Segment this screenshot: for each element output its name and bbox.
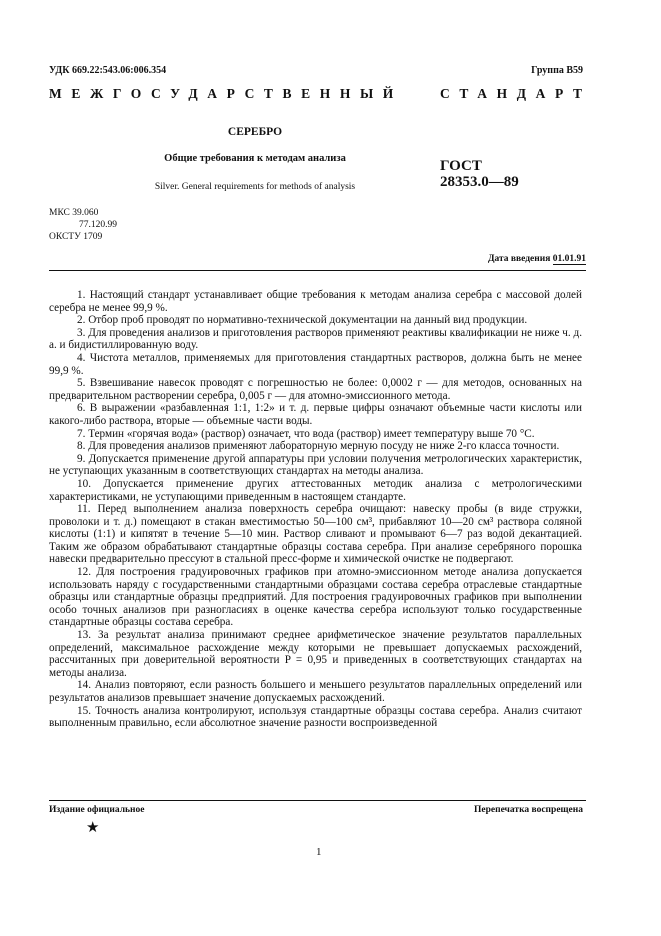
document-title: СЕРЕБРО — [227, 126, 283, 138]
gost-label: ГОСТ — [440, 158, 482, 174]
footer-divider — [49, 800, 586, 801]
paragraph: 10. Допускается применение других аттестованных методик анализа с метрологическими характеристиками, не уступающими приведенным в настоящем стандарте. — [49, 477, 582, 503]
paragraph: 5. Взвешивание навесок проводят с погрешностью не более: 0,0002 г — для методов, основанных на предварительном растворении серебра, 0,005 г — для атомно-эмиссионного метода. — [49, 377, 582, 402]
mks-code-second: 77.120.99 — [79, 220, 117, 230]
paragraph: 7. Термин «горячая вода» (раствор) означает, что вода (раствор) имеет температуру выше 70 °С. — [77, 427, 535, 440]
introduction-date-label: Дата введения — [487, 254, 551, 264]
paragraph: 3. Для проведения анализов и приготовления растворов применяют реактивы квалификации не ниже ч. д. а. и бидистиллированную воду. — [49, 326, 582, 352]
udk-code: УДК 669.22:543.06:006.354 — [49, 65, 167, 76]
oksty-code: ОКСТУ 1709 — [49, 232, 103, 242]
standard-heading: СТАНДАРТ — [440, 86, 592, 101]
introduction-date-value: 01.01.91 — [552, 254, 586, 264]
paragraph: 2. Отбор проб проводят по нормативно-технической документации на данный вид продукции. — [77, 314, 528, 327]
paragraph: 13. За результат анализа принимают среднее арифметическое значение результатов параллельных определений, максимальное расхождение между которыми не превышает допускаемых расхождений, рассчитанных при доверительной вероятности P = 0,95 и приведенных в соответствующих стандартах на методы анализа. — [49, 629, 582, 679]
paragraph: 1. Настоящий стандарт устанавливает общие требования к методам анализа серебра с массовой долей серебра не менее 99,9 %. — [49, 289, 582, 314]
paragraph: 15. Точность анализа контролируют, используя стандартные образцы состава серебра. Анализ считают выполненным правильно, если абсолютное значение разности воспроизведенной — [49, 704, 582, 730]
introduction-date — [488, 254, 586, 264]
interstate-heading: МЕЖГОСУДАРСТВЕННЫЙ — [49, 86, 403, 101]
paragraph: 12. Для построения градуировочных графиков при атомно-эмиссионном методе анализа допускается использовать наряду с государственными стандартными образцами состава серебра отраслевые стандартные образцы или стандартные образцы предприятий. Для построения градуировочных графиков при выполнении особо точных анализов при разногласиях в оценке качества серебра используют только государственные стандартные образцы состава серебра. — [49, 566, 582, 629]
paragraph: 8. Для проведения анализов применяют лабораторную мерную посуду не ниже 2-го класса точности. — [77, 440, 560, 453]
gost-number: 28353.0—89 — [440, 174, 519, 190]
document-body — [49, 289, 582, 730]
star-icon: ★ — [86, 820, 100, 836]
header-divider — [49, 270, 586, 271]
document-subtitle: Общие требования к методам анализа — [164, 153, 346, 164]
paragraph: 9. Допускается применение другой аппаратуры при условии получения метрологических характеристик, не уступающих указанным в соответствующих стандартах на методы анализа. — [49, 452, 582, 478]
paragraph: 6. В выражении «разбавленная 1:1, 1:2» и т. д. первые цифры означают объемные части кислоты или какого-либо раствора, вторые — объемные части воды. — [49, 402, 582, 427]
mks-code: МКС 39.060 — [49, 208, 99, 218]
group-code: Группа В59 — [531, 65, 583, 76]
paragraph: 4. Чистота металлов, применяемых для приготовления стандартных растворов, должна быть не менее 99,9 %. — [49, 351, 582, 377]
official-edition-note: Издание официальное — [49, 805, 145, 815]
document-title-english: Silver. General requirements for methods of analysis — [154, 182, 356, 192]
paragraph: 11. Перед выполнением анализа поверхность серебра очищают: навеску пробы (в виде стружки, проволоки и т. д.) помещают в стакан вместимостью 50—100 см³, прибавляют 10—20 см³ раствора соляной кислоты (1:1) и кипятят в течение 5—10 мин. Раствор сливают и промывают 6—7 раз водой декантацией. Таким же образом обрабатывают стандартные образцы состава серебра. При анализе серебряного порошка навески предварительно прессуют в стальной пресс-форме и химической очистке не подвергают. — [49, 503, 582, 566]
reprint-prohibited-note: Перепечатка воспрещена — [473, 805, 583, 815]
paragraph: 14. Анализ повторяют, если разность большего и меньшего результатов параллельных определений или результатов анализов превышает значение допускаемых расхождений. — [49, 679, 582, 704]
classification-codes — [49, 207, 117, 243]
page-number: 1 — [316, 846, 322, 858]
